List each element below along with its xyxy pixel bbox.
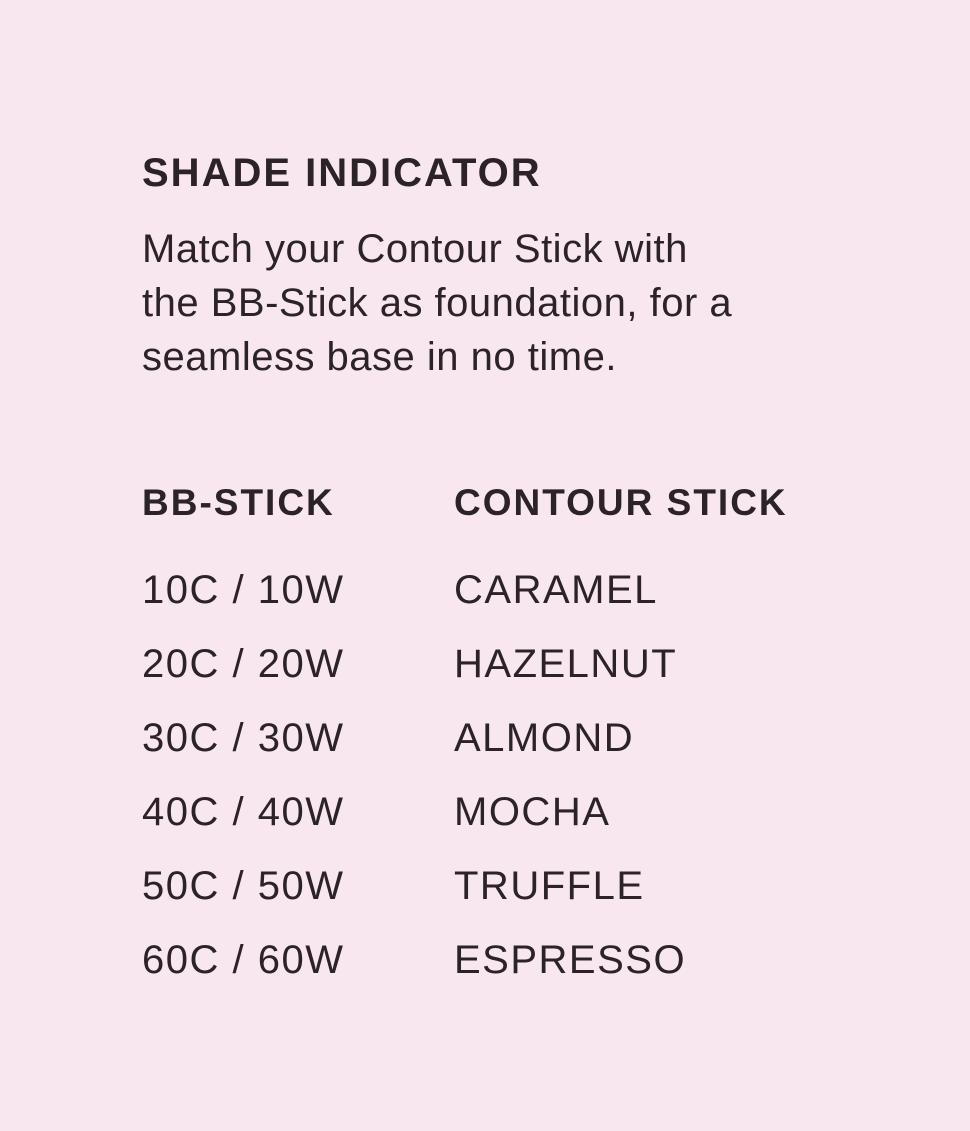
table-row <box>142 642 930 716</box>
shade-table-header <box>142 482 930 524</box>
bb-shade-cell: 50C / 50W <box>142 864 345 908</box>
intro-line: Match your Contour Stick with <box>142 227 688 271</box>
table-row <box>142 568 930 642</box>
contour-shade-cell: ALMOND <box>454 716 635 760</box>
contour-shade-cell: ESPRESSO <box>454 938 687 982</box>
bb-shade-cell: 40C / 40W <box>142 790 345 834</box>
bb-shade-cell: 30C / 30W <box>142 716 345 760</box>
contour-shade-cell: MOCHA <box>454 790 611 834</box>
contour-shade-cell: CARAMEL <box>454 568 658 612</box>
contour-shade-cell: HAZELNUT <box>454 642 678 686</box>
table-row <box>142 716 930 790</box>
col-header-contour-stick: CONTOUR STICK <box>454 482 788 523</box>
bb-shade-cell: 10C / 10W <box>142 568 345 612</box>
section-title: SHADE INDICATOR <box>142 151 542 195</box>
intro-text <box>142 222 930 384</box>
shade-table <box>142 482 930 1012</box>
bb-shade-cell: 20C / 20W <box>142 642 345 686</box>
intro-line: the BB-Stick as foundation, for a <box>142 281 733 325</box>
table-row <box>142 864 930 938</box>
table-row <box>142 938 930 1012</box>
table-row <box>142 790 930 864</box>
bb-shade-cell: 60C / 60W <box>142 938 345 982</box>
intro-line: seamless base in no time. <box>142 335 617 379</box>
col-header-bb-stick: BB-STICK <box>142 482 335 523</box>
contour-shade-cell: TRUFFLE <box>454 864 645 908</box>
